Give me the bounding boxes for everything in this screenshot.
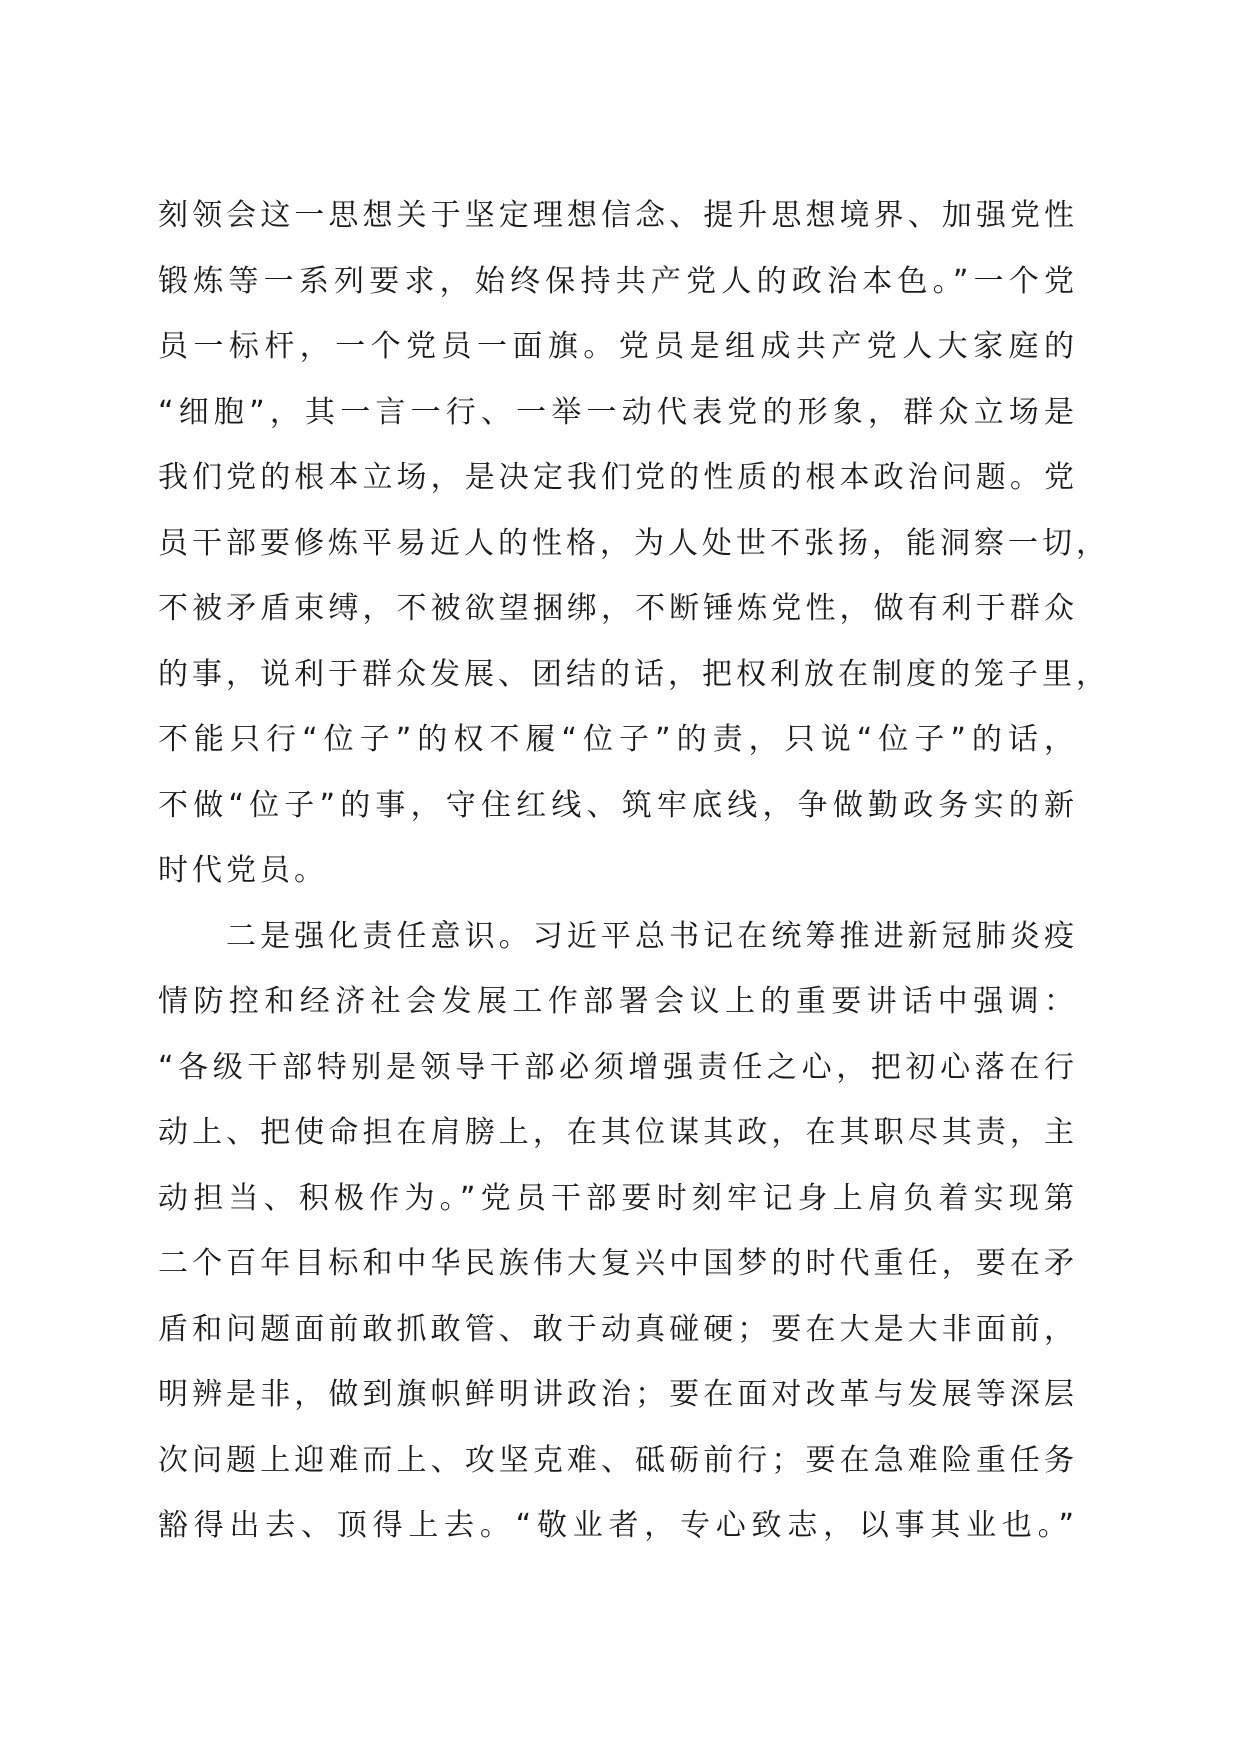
text-line: 动担当、积极作为。”党员干部要时刻牢记身上肩负着实现第 <box>158 1180 1078 1216</box>
paragraph-responsibility <box>158 904 1078 1559</box>
text-line: 的事，说利于群众发展、团结的话，把权利放在制度的笼子里， <box>158 656 1110 692</box>
text-line: 不做“位子”的事，守住红线、筑牢底线，争做勤政务实的新 <box>158 787 1078 823</box>
text-line: “细胞”，其一言一行、一举一动代表党的形象，群众立场是 <box>158 394 1078 430</box>
text-line: 我们党的根本立场，是决定我们党的性质的根本政治问题。党 <box>158 460 1078 495</box>
text-line: 员一标杆，一个党员一面旗。党员是组成共产党人大家庭的 <box>158 329 1078 364</box>
text-line: 刻领会这一思想关于坚定理想信念、提升思想境界、加强党性 <box>158 198 1078 233</box>
text-line: “各级干部特别是领导干部必须增强责任之心，把初心落在行 <box>158 1049 1078 1085</box>
text-line: 动上、把使命担在肩膀上，在其位谋其政，在其职尽其责，主 <box>158 1115 1078 1150</box>
paragraph-party-spirit <box>158 183 1110 904</box>
text-line: 情防控和经济社会发展工作部署会议上的重要讲话中强调： <box>158 984 1078 1019</box>
text-line: 不能只行“位子”的权不履“位子”的责，只说“位子”的话， <box>158 722 1078 757</box>
text-line: 豁得出去、顶得上去。“敬业者，专心致志，以事其业也。” <box>158 1508 1078 1543</box>
text-line: 二个百年目标和中华民族伟大复兴中国梦的时代重任，要在矛 <box>158 1246 1078 1281</box>
text-line: 不被矛盾束缚，不被欲望捆绑，不断锤炼党性，做有利于群众 <box>158 591 1078 626</box>
text-line: 锻炼等一系列要求，始终保持共产党人的政治本色。”一个党 <box>158 263 1078 299</box>
body-text <box>158 183 1110 1559</box>
text-line: 员干部要修炼平易近人的性格，为人处世不张扬，能洞察一切， <box>158 525 1110 561</box>
text-line: 时代党员。 <box>158 853 328 888</box>
text-line: 二是强化责任意识。习近平总书记在统筹推进新冠肺炎疫 <box>226 918 1078 954</box>
text-line: 盾和问题面前敢抓敢管、敢于动真碰硬；要在大是大非面前， <box>158 1311 1078 1347</box>
text-line: 次问题上迎难而上、攻坚克难、砥砺前行；要在急难险重任务 <box>158 1442 1078 1478</box>
text-line: 明辨是非，做到旗帜鲜明讲政治；要在面对改革与发展等深层 <box>158 1377 1078 1412</box>
